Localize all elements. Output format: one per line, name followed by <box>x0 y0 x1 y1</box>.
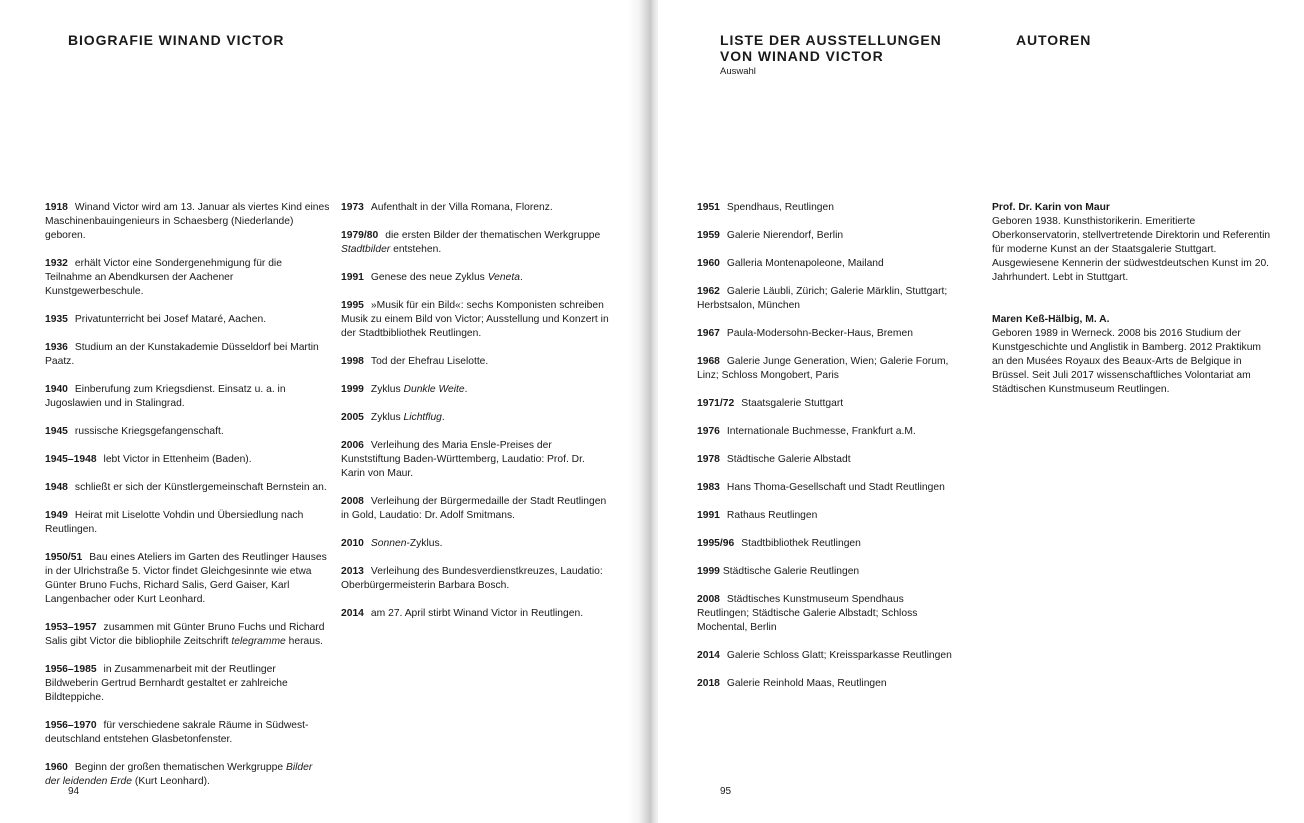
bio-entry: 1948 schließt er sich der Künstlergemeinschaft Bernstein an. <box>45 482 327 493</box>
author-entry <box>992 313 1274 397</box>
exhibition-entry: 2008 Städtisches Kunstmuseum Spendhaus Reutlingen; Städtische Galerie Albstadt; Schloss Mochental, Berlin <box>697 594 918 633</box>
exhibitions-title: LISTE DER AUSSTELLUNGEN VON WINAND VICTOR <box>720 32 942 64</box>
exhibition-entry: 1959 Galerie Nierendorf, Berlin <box>697 230 844 241</box>
exhibitions-list <box>697 201 953 705</box>
bio-entry: 1949 Heirat mit Liselotte Vohdin und Übersiedlung nach Reutlingen. <box>45 510 304 535</box>
right-page <box>658 0 1304 823</box>
biography-column-1 <box>45 201 330 803</box>
exhibition-entry: 1962 Galerie Läubli, Zürich; Galerie Märklin, Stuttgart; Herbstsalon, München <box>697 286 948 311</box>
bio-entry: 2013 Verleihung des Bundesverdienstkreuzes, Laudatio: Oberbürgermeisterin Barbara Bosch. <box>341 566 603 591</box>
bio-entry: 1935 Privatunterricht bei Josef Mataré, Aachen. <box>45 314 267 325</box>
bio-entry: 1945 russische Kriegsgefangenschaft. <box>45 426 224 437</box>
bio-entry: 1956–1985 in Zusammenarbeit mit der Reutlinger Bildweberin Gertrud Bernhardt gestaltet er zahlreiche Bildteppiche. <box>45 664 288 703</box>
author-bio: Geboren 1989 in Werneck. 2008 bis 2016 Studium der Kunstgeschichte und Anglistik in Bamberg. 2012 Praktikum an den Musées Royaux des Beaux-Arts de Belgique in Brüssel. Seit Juli 2017 wissenschaftliches Volontariat am Städtischen Kunstmuseum Reutlingen. <box>992 328 1262 395</box>
bio-entry: 1950/51 Bau eines Ateliers im Garten des Reutlinger Hauses in der Ulrichstraße 5. Victor findet Gleichgesinnte wie etwa Günter Bruno Fuchs, Richard Salis, Gerd Gaiser, Karl Langenbacher oder Kurt Leonhard. <box>45 552 327 605</box>
bio-entry: 2014 am 27. April stirbt Winand Victor in Reutlingen. <box>341 608 584 619</box>
bio-entry: 1991 Genese des neue Zyklus Veneta. <box>341 272 523 283</box>
bio-entry: 1945–1948 lebt Victor in Ettenheim (Baden). <box>45 454 252 465</box>
exhibitions-subtitle: Auswahl <box>720 66 756 77</box>
exhibition-entry: 1976 Internationale Buchmesse, Frankfurt a.M. <box>697 426 916 437</box>
page-number-right: 95 <box>720 786 732 797</box>
left-page <box>0 0 640 823</box>
author-entry <box>992 201 1274 285</box>
authors-title: AUTOREN <box>1016 32 1092 48</box>
bio-entry: 2006 Verleihung des Maria Ensle-Preises der Kunststiftung Baden-Württemberg, Laudatio: Prof. Dr. Karin von Maur. <box>341 440 585 479</box>
bio-entry: 2008 Verleihung der Bürgermedaille der Stadt Reutlingen in Gold, Laudatio: Dr. Adolf Smitmans. <box>341 496 607 521</box>
bio-entry: 1960 Beginn der großen thematischen Werkgruppe Bilder der leidenden Erde (Kurt Leonhard). <box>45 762 313 787</box>
bio-entry: 1999 Zyklus Dunkle Weite. <box>341 384 468 395</box>
exhibition-entry: 1991 Rathaus Reutlingen <box>697 510 818 521</box>
bio-entry: 1979/80 die ersten Bilder der thematischen Werkgruppe Stadtbilder entstehen. <box>341 230 601 255</box>
page-number-left: 94 <box>68 786 80 797</box>
biography-title: BIOGRAFIE WINAND VICTOR <box>68 32 285 48</box>
author-name: Maren Keß-Hälbig, M. A. <box>992 314 1110 325</box>
author-bio: Geboren 1938. Kunsthistorikerin. Emeritierte Oberkonservatorin, stellvertretende Direktorin und Referentin für moderne Kunst an der Staatsgalerie Stuttgart. Ausgewiesene Kennerin der südwestdeutschen Kunst im 20. Jahrhundert. Lebt in Stuttgart. <box>992 216 1271 283</box>
bio-entry: 1932 erhält Victor eine Sondergenehmigung für die Teilnahme an Abendkursen der Aachener Kunstgewerbeschule. <box>45 258 282 297</box>
author-name: Prof. Dr. Karin von Maur <box>992 202 1110 213</box>
authors-list <box>992 201 1274 411</box>
exhibition-entry: 1951 Spendhaus, Reutlingen <box>697 202 834 213</box>
bio-entry: 1973 Aufenthalt in der Villa Romana, Florenz. <box>341 202 553 213</box>
exhibition-entry: 1971/72 Staatsgalerie Stuttgart <box>697 398 844 409</box>
exhibition-entry: 1967 Paula-Modersohn-Becker-Haus, Bremen <box>697 328 913 339</box>
exhibition-entry: 2018 Galerie Reinhold Maas, Reutlingen <box>697 678 887 689</box>
bio-entry: 1953–1957 zusammen mit Günter Bruno Fuchs und Richard Salis gibt Victor die bibliophile Zeitschrift telegramme heraus. <box>45 622 325 647</box>
bio-entry: 1918 Winand Victor wird am 13. Januar als viertes Kind eines Maschinenbauingenieurs in Schaesberg (Niederlande) geboren. <box>45 202 330 241</box>
exhibition-entry: 1999 Städtische Galerie Reutlingen <box>697 566 860 577</box>
exhibition-entry: 1995/96 Stadtbibliothek Reutlingen <box>697 538 861 549</box>
bio-entry: 1998 Tod der Ehefrau Liselotte. <box>341 356 489 367</box>
bio-entry: 1995 »Musik für ein Bild«: sechs Komponisten schreiben Musik zu einem Bild von Victor; Ausstellung und Konzert in der Stadtbibliothek Reutlingen. <box>341 300 609 339</box>
bio-entry: 1936 Studium an der Kunstakademie Düsseldorf bei Martin Paatz. <box>45 342 319 367</box>
bio-entry: 1940 Einberufung zum Kriegsdienst. Einsatz u. a. in Jugoslawien und in Stalingrad. <box>45 384 286 409</box>
exhibition-entry: 2014 Galerie Schloss Glatt; Kreissparkasse Reutlingen <box>697 650 952 661</box>
exhibition-entry: 1968 Galerie Junge Generation, Wien; Galerie Forum, Linz; Schloss Mongobert, Paris <box>697 356 949 381</box>
bio-entry: 2005 Zyklus Lichtflug. <box>341 412 445 423</box>
exhibition-entry: 1978 Städtische Galerie Albstadt <box>697 454 851 465</box>
biography-column-2 <box>341 201 609 635</box>
exhibition-entry: 1960 Galleria Montenapoleone, Mailand <box>697 258 884 269</box>
bio-entry: 2010 Sonnen-Zyklus. <box>341 538 443 549</box>
exhibition-entry: 1983 Hans Thoma-Gesellschaft und Stadt Reutlingen <box>697 482 945 493</box>
bio-entry: 1956–1970 für verschiedene sakrale Räume in Südwestdeutschland entstehen Glasbetonfenster. <box>45 720 309 745</box>
